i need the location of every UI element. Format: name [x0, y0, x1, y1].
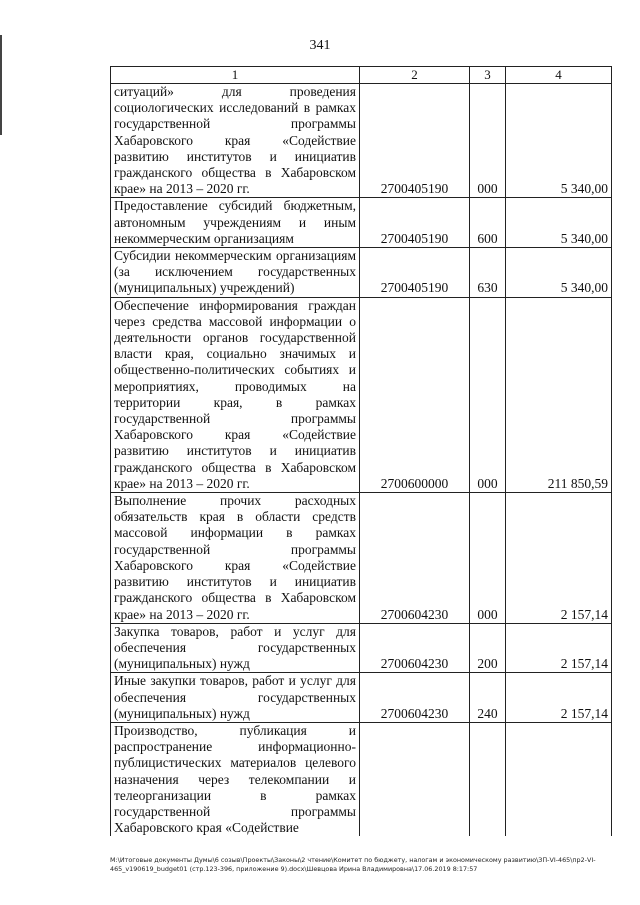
- row-code: 2700405190: [360, 198, 470, 248]
- row-name: Обеспечение информирования граждан через средства массовой информации о деятельности органов государственной власти края, социально значимых и общественно-политических событиях и мероприятиях, проводимых на территории края, в рамках государственной программы Хабаровского края «Содействие развитию институтов и инициатив гражданского общества в Хабаровском крае» на 2013 – 2020 гг.: [111, 297, 360, 492]
- column-header-2: 2: [360, 67, 470, 84]
- table-row: [111, 493, 612, 624]
- row-name: Производство, публикация и распространение информационно-публицистических материалов целевого назначения через телекомпании и телеорганизации в рамках государственной программы Хабаровского края «Содействие: [111, 722, 360, 836]
- row-type: 200: [470, 623, 506, 673]
- row-code: [360, 722, 470, 836]
- row-code: 2700604230: [360, 623, 470, 673]
- row-code: 2700405190: [360, 84, 470, 198]
- row-name: Предоставление субсидий бюджетным, автономным учреждениям и иным некоммерческим организациям: [111, 198, 360, 248]
- row-name: Закупка товаров, работ и услуг для обеспечения государственных (муниципальных) нужд: [111, 623, 360, 673]
- row-amount: [506, 722, 612, 836]
- row-name: ситуаций» для проведения социологических исследований в рамках государственной программы Хабаровского края «Содействие развитию институтов и инициатив гражданского общества в Хабаровском крае» на 2013 – 2020 гг.: [111, 84, 360, 198]
- table-row: [111, 84, 612, 198]
- table-row: [111, 248, 612, 298]
- table-row: [111, 673, 612, 723]
- row-code: 2700405190: [360, 248, 470, 298]
- row-amount: 2 157,14: [506, 493, 612, 624]
- row-amount: 2 157,14: [506, 623, 612, 673]
- table-header-row: [111, 67, 612, 84]
- budget-table: [110, 66, 612, 836]
- row-type: [470, 722, 506, 836]
- row-type: 000: [470, 84, 506, 198]
- column-header-4: 4: [506, 67, 612, 84]
- row-code: 2700604230: [360, 493, 470, 624]
- row-amount: 5 340,00: [506, 84, 612, 198]
- row-amount: 5 340,00: [506, 248, 612, 298]
- row-code: 2700604230: [360, 673, 470, 723]
- row-type: 000: [470, 297, 506, 492]
- row-type: 000: [470, 493, 506, 624]
- table-row: [111, 198, 612, 248]
- row-name: Субсидии некоммерческим организациям (за исключением государственных (муниципальных) учреждений): [111, 248, 360, 298]
- document-path-footer: М:\Итоговые документы Думы\6 созыв\Проекты\Законы\2 чтение\Комитет по бюджету, налогам и экономическому развитию\ЗП-VI-465\пр2-VI-465_v190619_budget01 (стр.123-396, приложение 9).docx\Шевцова Ирина Владимировна\17.06.2019 8:17:57: [110, 856, 596, 873]
- row-name: Выполнение прочих расходных обязательств края в области средств массовой информации в рамках государственной программы Хабаровского края «Содействие развитию институтов и инициатив гражданского общества в Хабаровском крае» на 2013 – 2020 гг.: [111, 493, 360, 624]
- column-header-3: 3: [470, 67, 506, 84]
- row-amount: 2 157,14: [506, 673, 612, 723]
- table-row: [111, 623, 612, 673]
- row-name: Иные закупки товаров, работ и услуг для обеспечения государственных (муниципальных) нужд: [111, 673, 360, 723]
- row-amount: 5 340,00: [506, 198, 612, 248]
- row-amount: 211 850,59: [506, 297, 612, 492]
- row-code: 2700600000: [360, 297, 470, 492]
- page-number: 341: [309, 38, 331, 53]
- table-row: [111, 297, 612, 492]
- row-type: 630: [470, 248, 506, 298]
- row-type: 600: [470, 198, 506, 248]
- row-type: 240: [470, 673, 506, 723]
- column-header-1: 1: [111, 67, 360, 84]
- table-row: [111, 722, 612, 836]
